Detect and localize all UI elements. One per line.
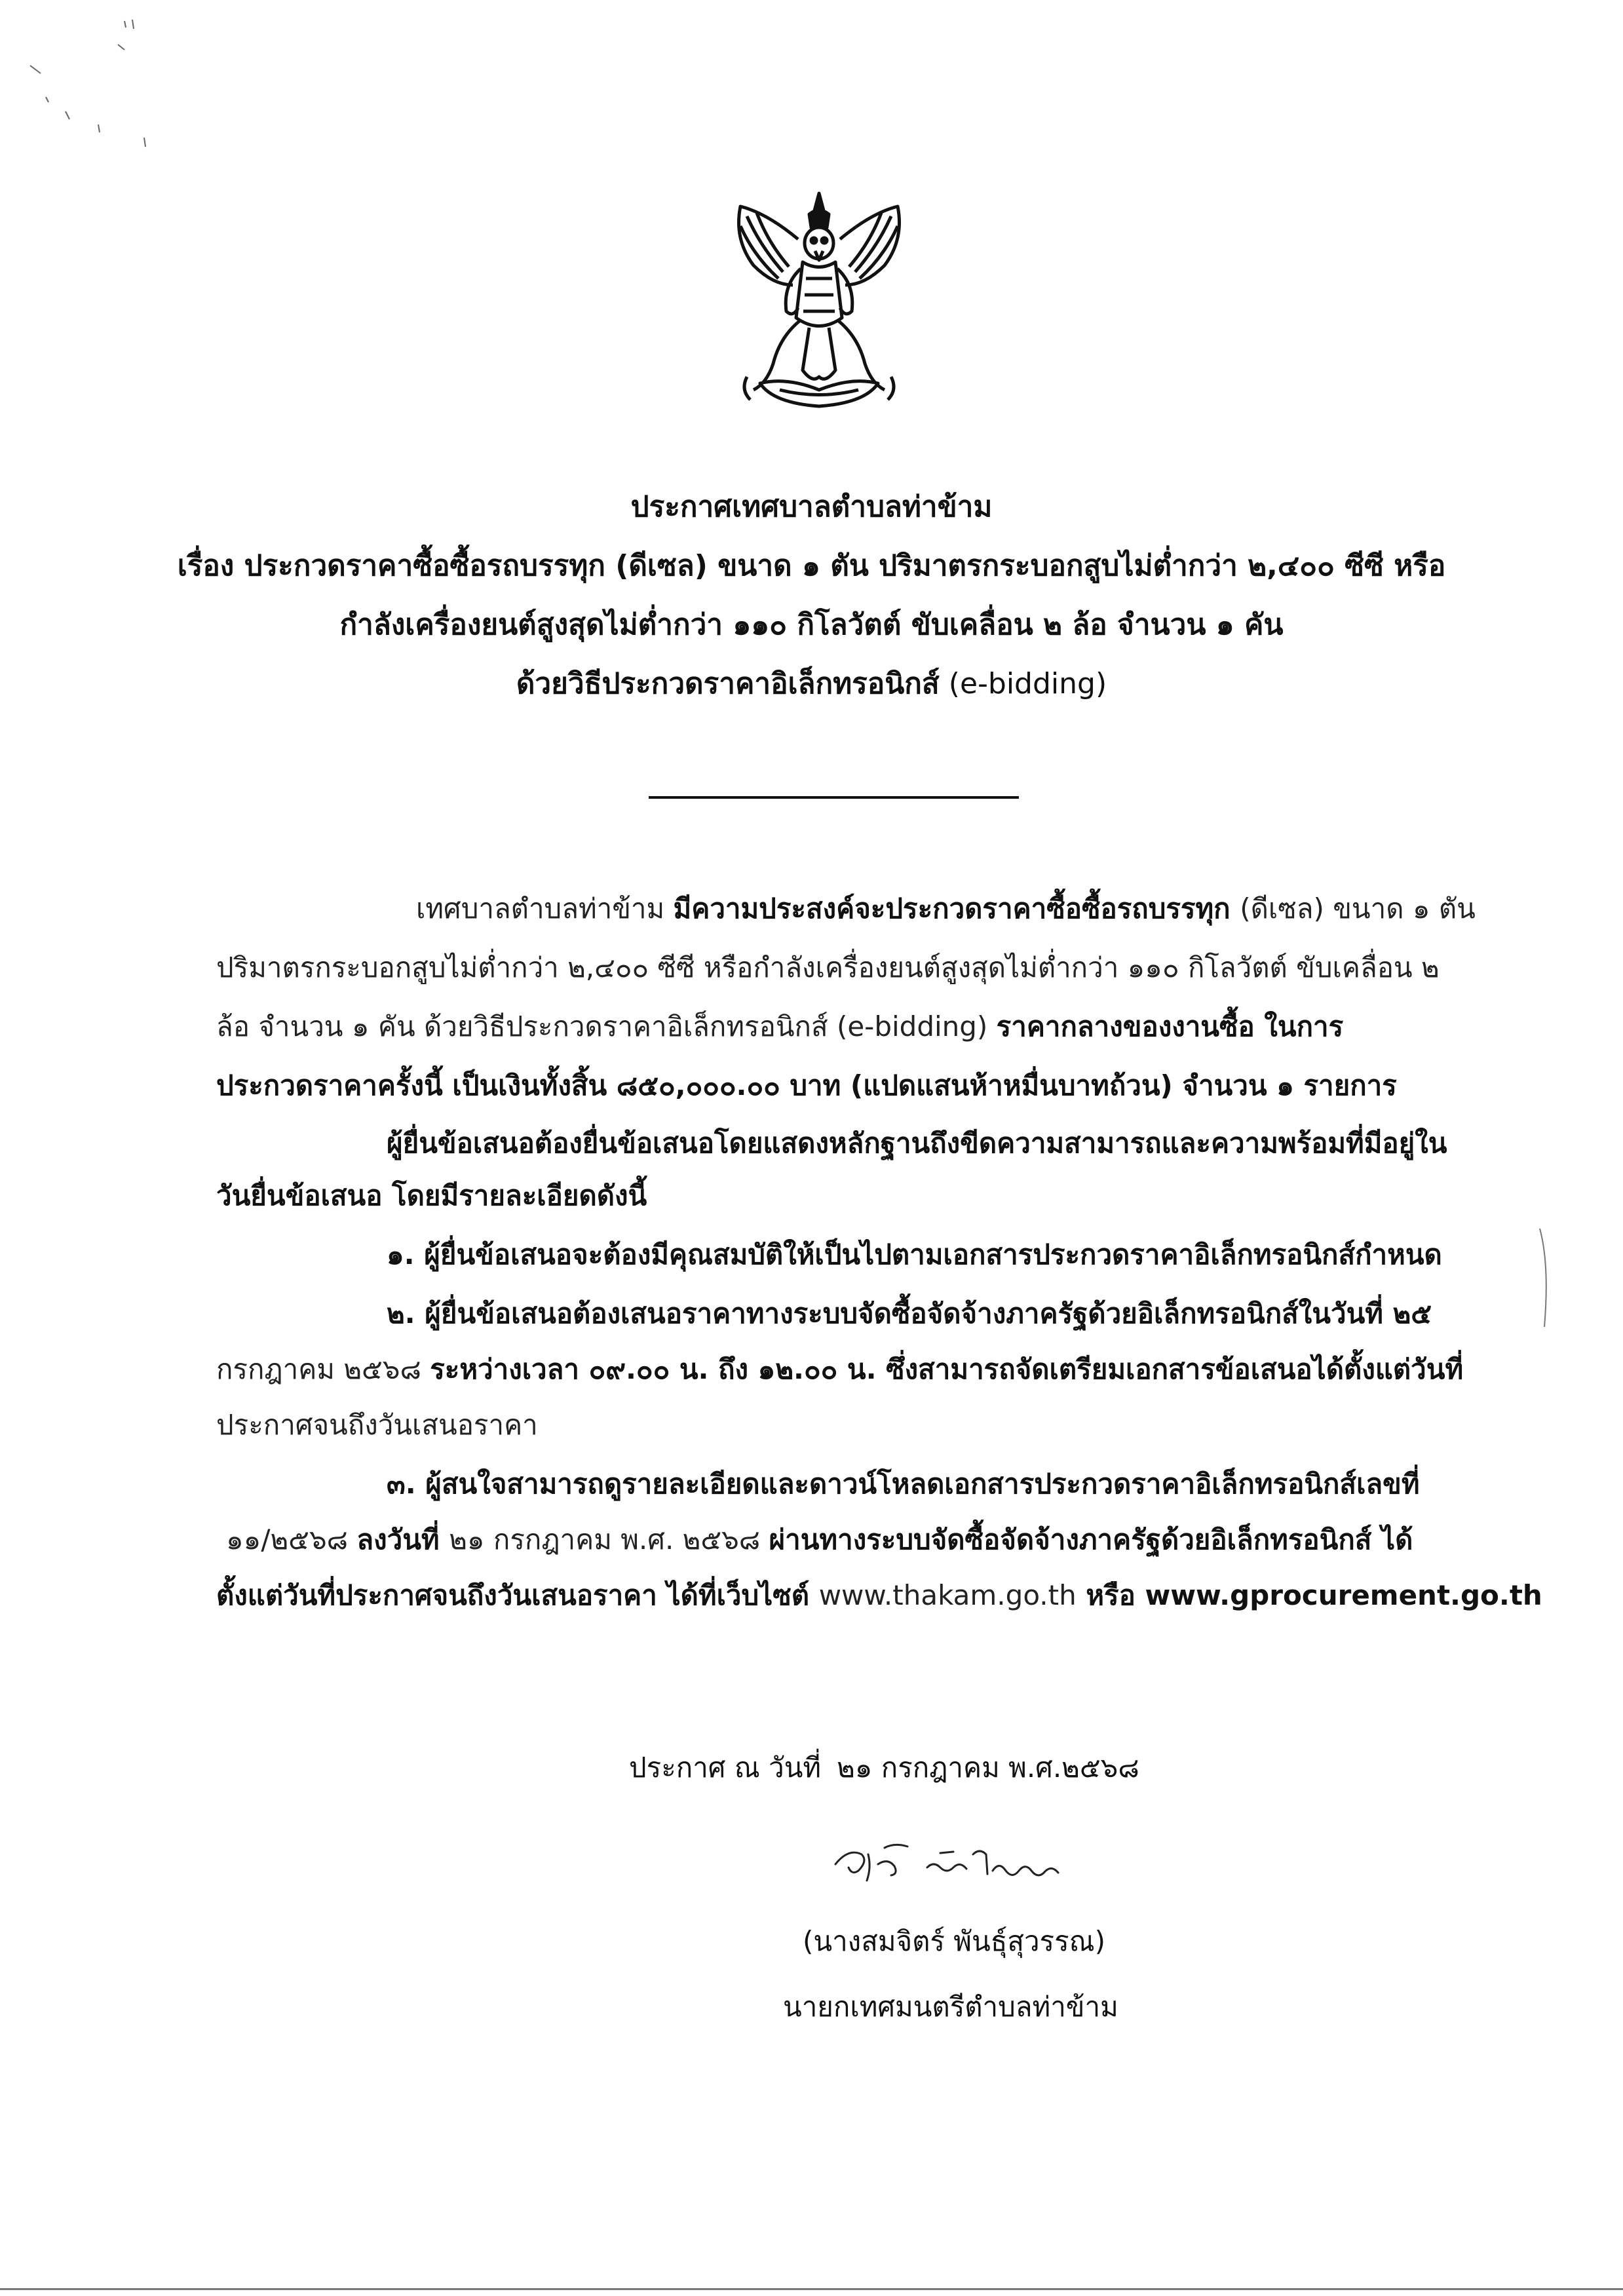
signer-name: (นางสมจิตร์ พันธุ์สุวรรณ) <box>803 1925 1106 1957</box>
p1-l3-light: ล้อ จำนวน ๑ คัน ด้วยวิธีประกวดราคาอิเล็กทรอนิกส์ (e-bidding) <box>216 1010 997 1043</box>
item-3-line-3 <box>216 1579 1542 1612</box>
scan-bottom-edge <box>0 2288 1623 2290</box>
announcement-title: ประกาศเทศบาลตำบลท่าข้าม <box>630 490 993 524</box>
p1-l1-light: เทศบาลตำบลท่าข้าม <box>416 892 674 925</box>
announce-label: ประกาศ ณ วันที่ <box>629 1751 822 1784</box>
p1-l3-bold: ราคากลางของงานซื้อ ในการ <box>996 1010 1344 1043</box>
announcement-date-line <box>629 1746 1139 1789</box>
handwritten-signature <box>822 1835 1111 1894</box>
item3-l2-light-2: ๒๑ กรกฎาคม พ.ศ. ๒๕๖๘ <box>449 1523 769 1556</box>
paragraph-1-line-1 <box>416 892 1476 925</box>
website-link-thakam: www.thakam.go.th <box>818 1579 1077 1611</box>
item-2-line-3: ประกาศจนถึงวันเสนอราคา <box>216 1409 538 1441</box>
item2-l2-bold: ระหว่างเวลา ๐๙.๐๐ น. ถึง ๑๒.๐๐ น. ซึ่งสามารถจัดเตรียมเอกสารข้อเสนอได้ตั้งแต่วันที่ <box>430 1353 1464 1385</box>
paragraph-2-line-2: วันยื่นข้อเสนอ โดยมีรายละเอียดดังนี้ <box>216 1179 647 1212</box>
heading-divider <box>649 796 1019 799</box>
subject-line-3-text: ด้วยวิธีประกวดราคาอิเล็กทรอนิกส์ <box>516 667 940 700</box>
item3-l3-bold: ตั้งแต่วันที่ประกาศจนถึงวันเสนอราคา ได้ที่เว็บไซต์ <box>216 1579 819 1611</box>
subject-line-3-suffix: (e-bidding) <box>939 667 1107 700</box>
p1-l1-light-2: (ดีเซล) ขนาด ๑ ตัน <box>1240 892 1476 925</box>
item-2-line-1: ๒. ผู้ยื่นข้อเสนอต้องเสนอราคาทางระบบจัดซื้อจัดจ้างภาครัฐด้วยอิเล็กทรอนิกส์ในวันที่ ๒๕ <box>387 1297 1432 1330</box>
item-2-line-2 <box>216 1353 1463 1386</box>
website-link-gprocurement: www.gprocurement.go.th <box>1145 1579 1542 1611</box>
item3-l3-bold-2: หรือ <box>1076 1579 1145 1611</box>
signer-position: นายกเทศมนตรีตำบลท่าข้าม <box>783 1991 1118 2023</box>
item-1: ๑. ผู้ยื่นข้อเสนอจะต้องมีคุณสมบัติให้เป็นไปตามเอกสารประกวดราคาอิเล็กทรอนิกส์กำหนด <box>387 1238 1442 1271</box>
garuda-emblem <box>721 187 917 410</box>
item3-l2-bold: ลงวันที่ <box>356 1523 449 1556</box>
subject-line-1: เรื่อง ประกวดราคาซื้อซื้อรถบรรทุก (ดีเซล) ขนาด ๑ ตัน ปริมาตรกระบอกสูบไม่ต่ำกว่า ๒,๔๐๐ ซีซี หรือ <box>177 549 1446 583</box>
paragraph-1-line-3 <box>216 1010 1343 1043</box>
paragraph-1-line-2: ปริมาตรกระบอกสูบไม่ต่ำกว่า ๒,๔๐๐ ซีซี หรือกำลังเครื่องยนต์สูงสุดไม่ต่ำกว่า ๑๑๐ กิโลวัตต์ ขับเคลื่อน ๒ <box>216 951 1440 984</box>
scan-artifact-marks <box>26 13 177 164</box>
item-3-line-1: ๓. ผู้สนใจสามารถดูรายละเอียดและดาวน์โหลดเอกสารประกวดราคาอิเล็กทรอนิกส์เลขที่ <box>387 1468 1420 1500</box>
subject-line-3 <box>0 660 1623 706</box>
item-3-line-2 <box>226 1523 1413 1556</box>
item3-l2-light: ๑๑/๒๕๖๘ <box>226 1523 357 1556</box>
p1-l1-bold: มีความประสงค์จะประกวดราคาซื้อซื้อรถบรรทุก <box>673 892 1240 925</box>
item3-l2-bold-2: ผ่านทางระบบจัดซื้อจัดจ้างภาครัฐด้วยอิเล็กทรอนิกส์ ได้ <box>769 1523 1413 1556</box>
subject-line-2: กำลังเครื่องยนต์สูงสุดไม่ต่ำกว่า ๑๑๐ กิโลวัตต์ ขับเคลื่อน ๒ ล้อ จำนวน ๑ คัน <box>339 608 1284 641</box>
item2-l2-light: กรกฎาคม ๒๕๖๘ <box>216 1353 430 1385</box>
paragraph-2-line-1: ผู้ยื่นข้อเสนอต้องยื่นข้อเสนอโดยแสดงหลักฐานถึงขีดความสามารถและความพร้อมที่มีอยู่ใน <box>387 1127 1447 1159</box>
paragraph-1-line-4: ประกวดราคาครั้งนี้ เป็นเงินทั้งสิ้น ๘๕๐,๐๐๐.๐๐ บาท (แปดแสนห้าหมื่นบาทถ้วน) จำนวน ๑ รายการ <box>216 1069 1397 1101</box>
scan-artifact-edge-mark <box>1537 1225 1563 1330</box>
announce-date: ๒๑ กรกฎาคม พ.ศ.๒๕๖๘ <box>837 1751 1139 1784</box>
